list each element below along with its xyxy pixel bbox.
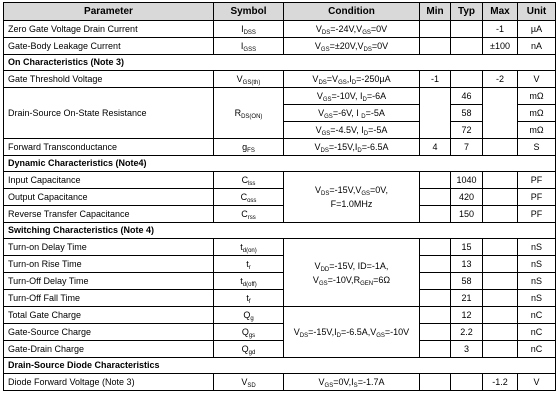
section-row (4, 223, 556, 239)
typ-cell: 21 (451, 290, 483, 307)
min-cell (420, 324, 451, 341)
parameter-cell: Gate-Body Leakage Current (4, 38, 214, 55)
parameter-cell: Turn-on Rise Time (4, 256, 214, 273)
condition-cell: $V_{GS}=\pm 20V,V_{DS}=0V$ (284, 38, 420, 55)
max-cell: -1.2 (483, 374, 518, 391)
condition-cell: $V_{DS}=V_{GS},I_D=-250\mu A$ (284, 71, 420, 88)
typ-cell: 46 (451, 88, 483, 105)
typ-cell (451, 374, 483, 391)
table-body (4, 21, 556, 391)
parameter-cell: Total Gate Charge (4, 307, 214, 324)
unit-cell: PF (518, 172, 556, 189)
parameter-cell: Gate-Drain Charge (4, 341, 214, 358)
header-condition: Condition (284, 3, 420, 21)
typ-cell: 7 (451, 139, 483, 156)
table-row (4, 239, 556, 256)
electrical-characteristics-table (3, 2, 556, 391)
condition-cell: $V_{GS}=-4.5V$, $I_D=-5A$ (284, 122, 420, 139)
table-row (4, 256, 556, 273)
table-row (4, 88, 556, 105)
max-cell (483, 88, 518, 139)
unit-cell: nS (518, 290, 556, 307)
table-row (4, 290, 556, 307)
unit-cell: mΩ (518, 88, 556, 105)
table-row (4, 189, 556, 206)
min-cell: -1 (420, 71, 451, 88)
symbol-cell: $t_{d(off)}$ (214, 273, 284, 290)
unit-cell: nA (518, 38, 556, 55)
section-title: On Characteristics (Note 3) (4, 55, 556, 71)
unit-cell: nC (518, 324, 556, 341)
min-cell (420, 38, 451, 55)
condition-cell: $V_{GS}=-6V$, I $_D$=-5A (284, 105, 420, 122)
section-title: Drain-Source Diode Characteristics (4, 358, 556, 374)
section-title: Dynamic Characteristics (Note4) (4, 156, 556, 172)
condition-cell: $V_{GS}=-10V$, $I_D=-6A$ (284, 88, 420, 105)
symbol-cell: $Q_{gs}$ (214, 324, 284, 341)
parameter-cell: Turn-Off Delay Time (4, 273, 214, 290)
symbol-cell: $t_{d(on)}$ (214, 239, 284, 256)
typ-cell: 2.2 (451, 324, 483, 341)
header-parameter: Parameter (4, 3, 214, 21)
table-row (4, 273, 556, 290)
min-cell (420, 307, 451, 324)
header-min: Min (420, 3, 451, 21)
table-row (4, 71, 556, 88)
header-unit: Unit (518, 3, 556, 21)
symbol-cell: $t_r$ (214, 256, 284, 273)
typ-cell: 13 (451, 256, 483, 273)
unit-cell: nS (518, 256, 556, 273)
max-cell (483, 307, 518, 324)
parameter-cell: Diode Forward Voltage (Note 3) (4, 374, 214, 391)
typ-cell: 12 (451, 307, 483, 324)
table-row (4, 341, 556, 358)
parameter-cell: Turn-Off Fall Time (4, 290, 214, 307)
typ-cell: 1040 (451, 172, 483, 189)
parameter-cell: Output Capacitance (4, 189, 214, 206)
condition-cell: $V_{DD}=-15V$, ID=-1A, $V_{GS}=-10V,R_{GEN}=6\Omega$ (284, 239, 420, 307)
max-cell (483, 341, 518, 358)
parameter-cell: Turn-on Delay Time (4, 239, 214, 256)
max-cell (483, 189, 518, 206)
unit-cell: PF (518, 189, 556, 206)
header-typ: Typ (451, 3, 483, 21)
header-row (4, 3, 556, 21)
symbol-cell: $V_{GS(th)}$ (214, 71, 284, 88)
typ-cell: 72 (451, 122, 483, 139)
max-cell: -2 (483, 71, 518, 88)
header-symbol: Symbol (214, 3, 284, 21)
typ-cell: 420 (451, 189, 483, 206)
min-cell (420, 189, 451, 206)
min-cell: 4 (420, 139, 451, 156)
unit-cell: mΩ (518, 122, 556, 139)
unit-cell: nC (518, 307, 556, 324)
typ-cell (451, 38, 483, 55)
min-cell (420, 256, 451, 273)
typ-cell: 15 (451, 239, 483, 256)
condition-cell: $V_{DS}=-24V,V_{GS}=0V$ (284, 21, 420, 38)
max-cell (483, 239, 518, 256)
condition-cell: $V_{DS}=-15V,I_D=-6.5A,V_{GS}=-10V$ (284, 307, 420, 358)
unit-cell: nC (518, 341, 556, 358)
min-cell (420, 21, 451, 38)
min-cell (420, 239, 451, 256)
max-cell (483, 256, 518, 273)
parameter-cell: Input Capacitance (4, 172, 214, 189)
condition-cell: $V_{DS}=-15V,V_{GS}=0V$, F=1.0MHz (284, 172, 420, 223)
table-row (4, 206, 556, 223)
table-row (4, 172, 556, 189)
min-cell (420, 374, 451, 391)
parameter-cell: Gate-Source Charge (4, 324, 214, 341)
typ-cell (451, 21, 483, 38)
condition-cell: $V_{GS}=0V,I_S=-1.7A$ (284, 374, 420, 391)
unit-cell: S (518, 139, 556, 156)
unit-cell: nS (518, 239, 556, 256)
symbol-cell: $C_{lss}$ (214, 172, 284, 189)
parameter-cell: Gate Threshold Voltage (4, 71, 214, 88)
typ-cell (451, 71, 483, 88)
section-row (4, 358, 556, 374)
max-cell (483, 290, 518, 307)
symbol-cell: $C_{oss}$ (214, 189, 284, 206)
table-row (4, 374, 556, 391)
max-cell (483, 139, 518, 156)
symbol-cell: $Q_{gd}$ (214, 341, 284, 358)
min-cell (420, 290, 451, 307)
max-cell (483, 324, 518, 341)
min-cell (420, 206, 451, 223)
parameter-cell: Reverse Transfer Capacitance (4, 206, 214, 223)
symbol-cell: $I_{GSS}$ (214, 38, 284, 55)
symbol-cell: $V_{SD}$ (214, 374, 284, 391)
symbol-cell: $I_{DSS}$ (214, 21, 284, 38)
parameter-cell: Zero Gate Voltage Drain Current (4, 21, 214, 38)
parameter-cell: Drain-Source On-State Resistance (4, 88, 214, 139)
max-cell: -1 (483, 21, 518, 38)
min-cell (420, 273, 451, 290)
unit-cell: µA (518, 21, 556, 38)
unit-cell: V (518, 374, 556, 391)
header-max: Max (483, 3, 518, 21)
unit-cell: V (518, 71, 556, 88)
table-row (4, 324, 556, 341)
symbol-cell: $t_f$ (214, 290, 284, 307)
parameter-cell: Forward Transconductance (4, 139, 214, 156)
table-row (4, 21, 556, 38)
typ-cell: 58 (451, 273, 483, 290)
table-row (4, 139, 556, 156)
max-cell (483, 206, 518, 223)
condition-cell: $V_{DS}=-15V,I_D=-6.5A$ (284, 139, 420, 156)
section-row (4, 55, 556, 71)
table-row (4, 38, 556, 55)
unit-cell: nS (518, 273, 556, 290)
unit-cell: mΩ (518, 105, 556, 122)
section-row (4, 156, 556, 172)
symbol-cell: $R_{DS(ON)}$ (214, 88, 284, 139)
symbol-cell: $Q_g$ (214, 307, 284, 324)
max-cell (483, 273, 518, 290)
max-cell: ±100 (483, 38, 518, 55)
symbol-cell: $g_{FS}$ (214, 139, 284, 156)
table-row (4, 307, 556, 324)
min-cell (420, 88, 451, 139)
typ-cell: 58 (451, 105, 483, 122)
typ-cell: 3 (451, 341, 483, 358)
max-cell (483, 172, 518, 189)
min-cell (420, 341, 451, 358)
typ-cell: 150 (451, 206, 483, 223)
symbol-cell: $C_{rss}$ (214, 206, 284, 223)
section-title: Switching Characteristics (Note 4) (4, 223, 556, 239)
min-cell (420, 172, 451, 189)
unit-cell: PF (518, 206, 556, 223)
